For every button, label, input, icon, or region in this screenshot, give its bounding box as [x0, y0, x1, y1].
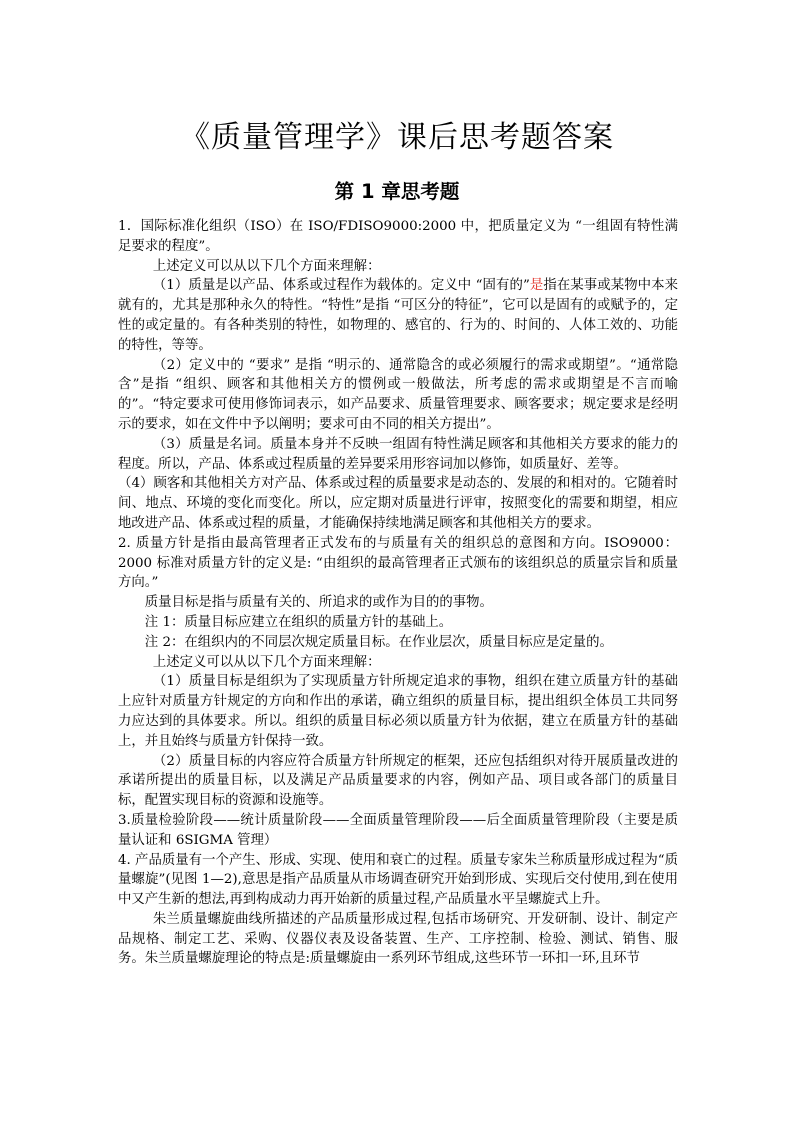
paragraph-point-3: （3）质量是名词。质量本身并不反映一组固有特性满足顾客和其他相关方要求的能力的程度。所以，产品、体系或过程质量的差异要采用形容词加以修饰，如质量好、差等。	[118, 436, 678, 472]
point-1-text-start: （1）质量是以产品、体系或过程作为载体的。定义中 “固有的”	[152, 278, 530, 294]
highlighted-character: 是	[529, 278, 544, 294]
paragraph-understanding-intro: 上述定义可以从以下几个方面来理解：	[152, 258, 381, 274]
paragraph-q2: 2. 质量方针是指由最高管理者正式发布的与质量有关的组织总的意图和方向。ISO9000：2000 标准对质量方针的定义是: “由组织的最高管理者正式颁布的该组织总的质量宗旨和质量方向。”	[118, 535, 678, 591]
paragraph-q3: 3.质量检验阶段——统计质量阶段——全面质量管理阶段——后全面质量管理阶段（主要是质量认证和 6SIGMA 管理）	[118, 812, 678, 848]
paragraph-note-2: 注 2：在组织内的不同层次规定质量目标。在作业层次，质量目标应是定量的。	[144, 634, 613, 650]
paragraph-q1: 1．国际标准化组织（ISO）在 ISO/FDISO9000:2000 中，把质量定义为 “一组固有特性满足要求的程度”。	[118, 219, 678, 254]
document-title: 《质量管理学》课后思考题答案	[180, 120, 614, 155]
paragraph-quality-objective: 质量目标是指与质量有关的、所追求的或作为目的的事物。	[144, 595, 493, 611]
document-body	[118, 217, 678, 969]
paragraph-objective-point-2: （2）质量目标的内容应符合质量方针所规定的框架，还应包括组织对待开展质量改进的承诺所提出的质量目标，以及满足产品质量要求的内容，例如产品、项目或各部门的质量目标，配置实现目标的资源和设施等。	[118, 753, 678, 809]
paragraph-point-2: （2）定义中的 “要求” 是指 “明示的、通常隐含的或必须履行的需求或期望”。“通常隐含”是指 “组织、顾客和其他相关方的惯例或一般做法，所考虑的需求或期望是不言而喻的”。“特定要求可使用修饰词表示，如产品要求、质量管理要求、顾客要求；规定要求是经明示的要求，如在文件中予以阐明；要求可由不同的相关方提出”。	[118, 357, 678, 432]
paragraph-point-1	[118, 276, 678, 355]
paragraph-point-4: （4）顾客和其他相关方对产品、体系或过程的质量要求是动态的、发展的和相对的。它随着时间、地点、环境的变化而变化。所以，应定期对质量进行评审，按照变化的需要和期望，相应地改进产品、体系或过程的质量，才能确保持续地满足顾客和其他相关方的要求。	[118, 476, 678, 531]
paragraph-q4: 4. 产品质量有一个产生、形成、实现、使用和衰亡的过程。质量专家朱兰称质量形成过程为“质量螺旋”(见图 1—2),意思是指产品质量从市场调查研究开始到形成、实现后交付使用,到在使用中又产生新的想法,再到构成动力再开始新的质量过程,产品质量水平呈螺旋式上升。	[118, 852, 678, 908]
paragraph-objective-point-1: （1）质量目标是组织为了实现质量方针所规定追求的事物，组织在建立质量方针的基础上应针对质量方针规定的方向和作出的承诺，确立组织的质量目标，提出组织全体员工共同努力应达到的具体要求。所以。组织的质量目标必须以质量方针为依据，建立在质量方针的基础上，并且始终与质量方针保持一致。	[118, 674, 678, 749]
paragraph-understanding-intro-2: 上述定义可以从以下几个方面来理解：	[152, 654, 381, 670]
paragraph-note-1: 注 1：质量目标应建立在组织的质量方针的基础上。	[144, 614, 453, 630]
point-1-text-rest: 指在某事或某物中本来就有的，尤其是那种永久的特性。“特性”是指 “可区分的特征”，它可以是固有的或赋予的，定性的或定量的。有各种类别的特性，如物理的、感官的、行为的、时间的、人体工效的、功能的特性，等等。	[118, 278, 679, 353]
paragraph-juran-spiral: 朱兰质量螺旋曲线所描述的产品质量形成过程,包括市场研究、开发研制、设计、制定产品规格、制定工艺、采购、仪器仪表及设备装置、生产、工序控制、检验、测试、销售、服务。朱兰质量螺旋理论的特点是:质量螺旋由一系列环节组成,这些环节一环扣一环,且环节	[118, 911, 678, 967]
chapter-heading: 第 1 章思考题	[334, 180, 460, 203]
